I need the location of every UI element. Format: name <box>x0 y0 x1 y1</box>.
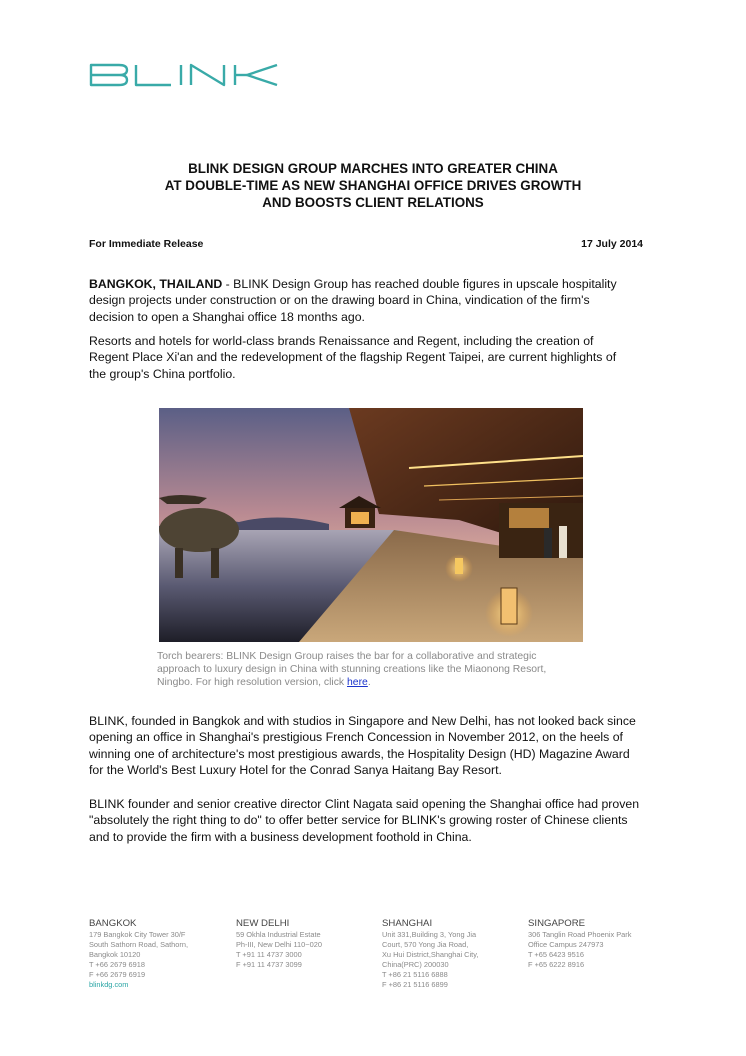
office-line: China(PRC) 200030 <box>382 959 449 969</box>
headline-line: AND BOOSTS CLIENT RELATIONS <box>262 195 484 210</box>
office-line: F +91 11 4737 3099 <box>236 959 302 969</box>
paragraph-line: for the World's Best Luxury Hotel for the Conrad Sanya Haitang Bay Resort. <box>89 762 502 777</box>
blink-logo <box>89 63 279 87</box>
office-line: Xu Hui District,Shanghai City, <box>382 949 479 959</box>
office-city: NEW DELHI <box>236 918 290 929</box>
office-shanghai <box>382 918 478 989</box>
paragraph-line: Resorts and hotels for world-class brands Renaissance and Regent, including the creation of <box>89 334 594 348</box>
dateline: BANGKOK, THAILAND <box>89 277 223 291</box>
paragraph-line: BLINK, founded in Bangkok and with studios in Singapore and New Delhi, has not looked back since <box>89 714 636 728</box>
caption-punct: . <box>367 677 371 689</box>
office-city: SHANGHAI <box>382 918 433 929</box>
caption-line: Torch bearers: BLINK Design Group raises the bar for a collaborative and strategic <box>157 651 537 662</box>
caption-line: Ningbo. For high resolution version, click <box>157 677 348 689</box>
office-line: 59 Okhla Industrial Estate <box>236 930 321 939</box>
office-bangkok <box>89 918 188 989</box>
paragraph-line: decision to open a Shanghai office 18 months ago. <box>89 309 365 324</box>
intro-paragraph <box>89 276 649 325</box>
office-city: SINGAPORE <box>528 918 586 929</box>
office-singapore <box>528 918 631 970</box>
paragraph-3 <box>89 713 649 778</box>
office-line: F +86 21 5116 6899 <box>382 979 448 989</box>
headline <box>89 160 657 211</box>
office-line: Court, 570 Yong Jia Road, <box>382 939 469 949</box>
office-line: T +86 21 5116 6888 <box>382 969 448 979</box>
paragraph-line: winning one of architecture's most prestigious awards, the Hospitality Design (HD) Magazine Award <box>89 746 630 761</box>
release-date: 17 July 2014 <box>581 238 643 250</box>
office-city: BANGKOK <box>89 918 137 929</box>
office-line: 306 Tanglin Road Phoenix Park <box>528 930 632 939</box>
caption-line: approach to luxury design in China with stunning creations like the Miaonong Resort, <box>157 664 547 676</box>
office-line: T +65 6423 9516 <box>528 949 584 959</box>
paragraph-4 <box>89 796 649 845</box>
paragraph-line: BLINK founder and senior creative director Clint Nagata said opening the Shanghai office had proven <box>89 797 640 811</box>
office-line: 179 Bangkok City Tower 30/F <box>89 930 186 939</box>
office-line: Ph-III, New Delhi 110~020 <box>236 939 322 949</box>
paragraph-line: and to provide the firm with a business development foothold in China. <box>89 829 472 844</box>
photo-caption <box>157 650 597 690</box>
headline-line: AT DOUBLE-TIME AS NEW SHANGHAI OFFICE DRIVES GROWTH <box>164 178 582 193</box>
headline-line: BLINK DESIGN GROUP MARCHES INTO GREATER CHINA <box>188 161 558 176</box>
website-link[interactable]: blinkdg.com <box>89 979 129 989</box>
office-line: Bangkok 10120 <box>89 949 141 959</box>
paragraph-line: opening an office in Shanghai's prestigious French Concession in November 2012, on the heels of <box>89 730 623 745</box>
paragraph-line: "absolutely the right thing to do" to offer better service for BLINK's growing roster of Chinese clients <box>89 813 628 828</box>
office-line: T +66 2679 6918 <box>89 959 145 969</box>
paragraph-line: - BLINK Design Group has reached double figures in upscale hospitality <box>222 277 617 291</box>
paragraph-2 <box>89 333 649 382</box>
release-row <box>89 238 643 250</box>
office-line: Unit 331,Building 3, Yong Jia <box>382 930 477 939</box>
office-line: F +66 2679 6919 <box>89 969 146 979</box>
office-new-delhi <box>236 918 322 970</box>
high-res-link[interactable]: here <box>347 677 368 689</box>
office-line: T +91 11 4737 3000 <box>236 949 302 959</box>
paragraph-line: Regent Place Xi'an and the redevelopment of the flagship Regent Taipei, are current highlights of <box>89 350 617 365</box>
paragraph-line: the group's China portfolio. <box>89 366 236 381</box>
office-line: Office Campus 247973 <box>528 939 604 949</box>
release-label: For Immediate Release <box>89 238 204 250</box>
paragraph-line: design projects under construction or on the drawing board in China, vindication of the firm's <box>89 293 590 308</box>
resort-photo <box>159 408 583 642</box>
office-line: South Sathorn Road, Sathorn, <box>89 939 189 949</box>
office-line: F +65 6222 8916 <box>528 959 585 969</box>
